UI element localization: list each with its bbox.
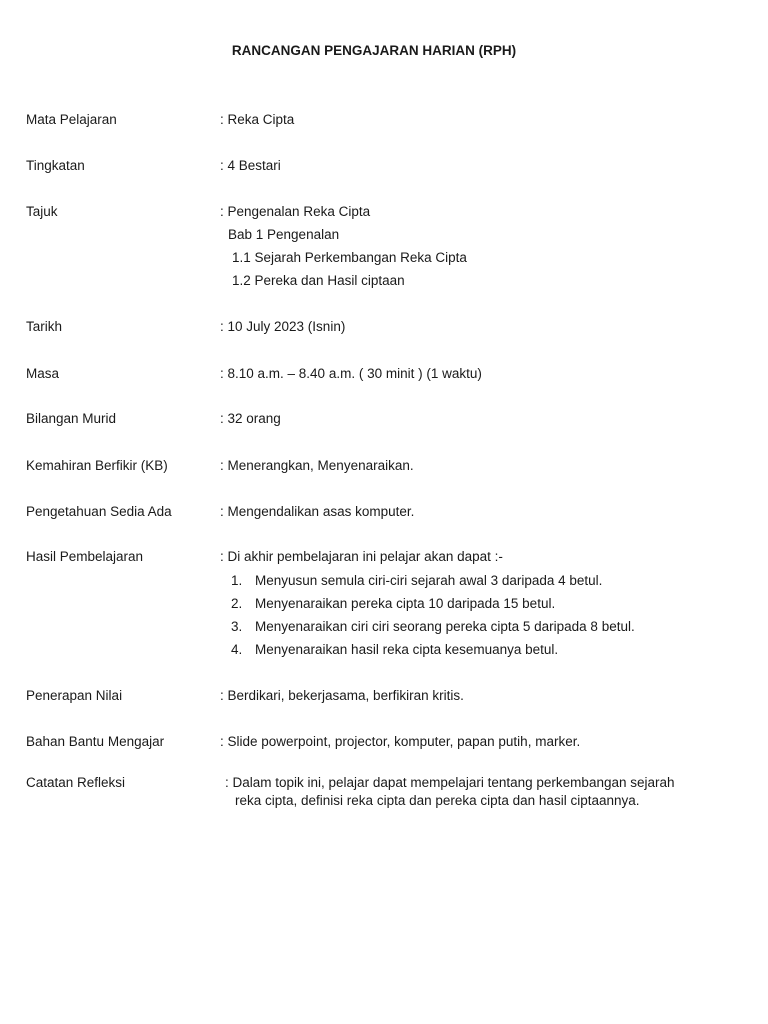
field-label: Mata Pelajaran xyxy=(26,112,117,127)
list-item xyxy=(0,642,768,660)
field-label: Kemahiran Berfikir (KB) xyxy=(26,458,168,473)
field-value: : Slide powerpoint, projector, komputer, papan putih, marker. xyxy=(220,734,581,749)
list-item xyxy=(0,596,768,614)
field-label: Hasil Pembelajaran xyxy=(26,549,144,564)
field-label: Bahan Bantu Mengajar xyxy=(26,734,165,749)
field-value: : Pengenalan Reka Cipta xyxy=(220,204,371,219)
list-item xyxy=(0,573,768,591)
field-label: Tarikh xyxy=(26,319,63,334)
field-value: : Reka Cipta xyxy=(220,112,295,127)
field-value: : 32 orang xyxy=(220,411,281,426)
field-label: Bilangan Murid xyxy=(26,411,117,426)
field-value: : Dalam topik ini, pelajar dapat mempelajari tentang perkembangan sejarah xyxy=(225,775,675,790)
list-item-text: Menyusun semula ciri-ciri sejarah awal 3 daripada 4 betul. xyxy=(255,573,603,588)
field-value: : Mengendalikan asas komputer. xyxy=(220,504,415,519)
list-item xyxy=(0,619,768,637)
field-value: : 10 July 2023 (Isnin) xyxy=(220,319,346,334)
field-value: : 8.10 a.m. – 8.40 a.m. ( 30 minit ) (1 waktu) xyxy=(220,366,482,381)
field-value: : Berdikari, bekerjasama, berfikiran kritis. xyxy=(220,688,464,703)
field-value: : 4 Bestari xyxy=(220,158,281,173)
field-label: Pengetahuan Sedia Ada xyxy=(26,504,172,519)
field-value: : Di akhir pembelajaran ini pelajar akan dapat :- xyxy=(220,549,503,564)
tajuk-line: 1.2 Pereka dan Hasil ciptaan xyxy=(232,273,405,288)
list-item-text: Menyenaraikan ciri ciri seorang pereka cipta 5 daripada 8 betul. xyxy=(255,619,635,634)
list-item-number: 1. xyxy=(231,573,243,588)
field-label: Tingkatan xyxy=(26,158,85,173)
field-value-continuation: reka cipta, definisi reka cipta dan pereka cipta dan hasil ciptaannya. xyxy=(235,793,640,808)
list-item-number: 3. xyxy=(231,619,243,634)
field-label: Tajuk xyxy=(26,204,58,219)
tajuk-line: 1.1 Sejarah Perkembangan Reka Cipta xyxy=(232,250,467,265)
field-value: : Menerangkan, Menyenaraikan. xyxy=(220,458,414,473)
field-label: Penerapan Nilai xyxy=(26,688,123,703)
list-item-number: 4. xyxy=(231,642,243,657)
tajuk-line: Bab 1 Pengenalan xyxy=(228,227,340,242)
document-title: RANCANGAN PENGAJARAN HARIAN (RPH) xyxy=(231,43,517,58)
list-item-text: Menyenaraikan hasil reka cipta kesemuanya betul. xyxy=(255,642,559,657)
list-item-number: 2. xyxy=(231,596,243,611)
field-label: Catatan Refleksi xyxy=(26,775,126,790)
field-label: Masa xyxy=(26,366,60,381)
list-item-text: Menyenaraikan pereka cipta 10 daripada 15 betul. xyxy=(255,596,556,611)
